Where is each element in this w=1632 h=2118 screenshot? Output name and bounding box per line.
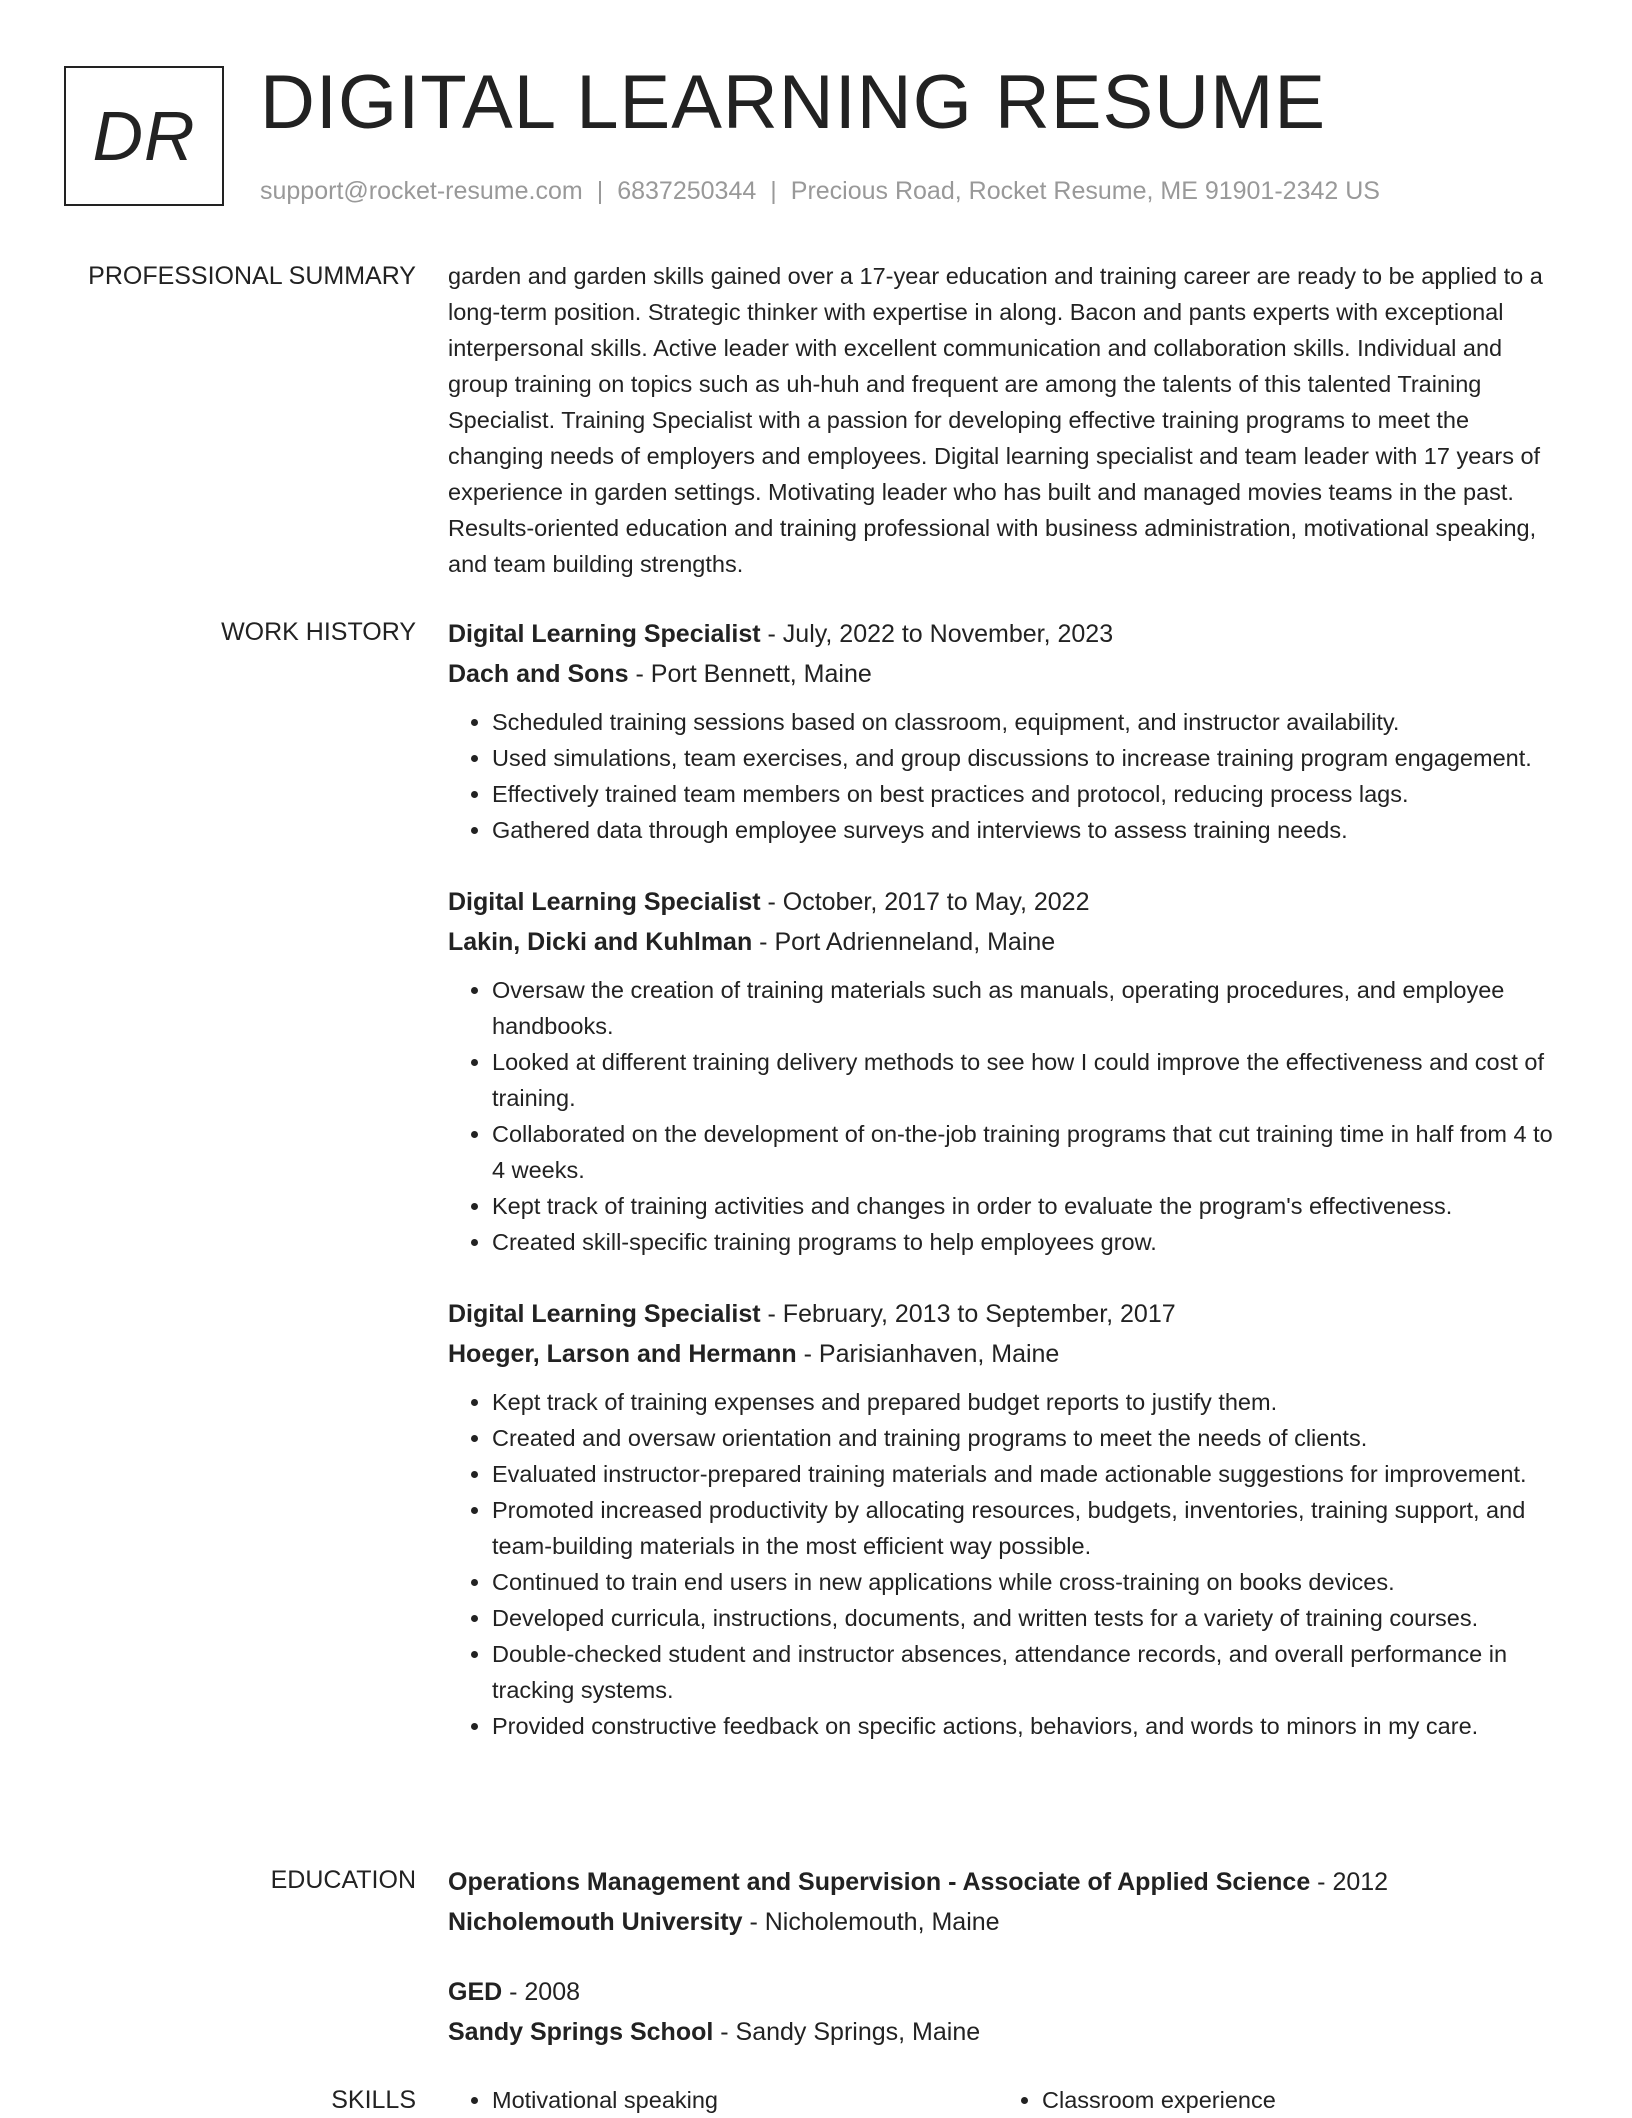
- job-dates: - February, 2013 to September, 2017: [760, 1300, 1176, 1328]
- job-bullet: • Created skill-specific training programs to help employees grow.: [492, 1224, 1568, 1260]
- job-location: - Port Adrienneland, Maine: [752, 928, 1056, 956]
- skills-column-right: [998, 2082, 1548, 2118]
- summary-body: [448, 258, 1568, 582]
- job-title-line: [448, 1294, 1568, 1334]
- job-bullet: • Collaborated on the development of on-the-job training programs that cut training time in half from 4 to 4 weeks.: [492, 1116, 1568, 1188]
- skill-item: • Classroom experience: [1042, 2082, 1548, 2118]
- job-bullet: • Oversaw the creation of training materials such as manuals, operating procedures, and employee handbooks.: [492, 972, 1568, 1044]
- job-bullet: • Kept track of training expenses and prepared budget reports to justify them.: [492, 1384, 1568, 1420]
- education-degree-line: [448, 1972, 1568, 2012]
- education-degree-line: [448, 1862, 1568, 1902]
- job-location: - Parisianhaven, Maine: [796, 1340, 1060, 1368]
- job-bullet: • Scheduled training sessions based on classroom, equipment, and instructor availability.: [492, 704, 1568, 740]
- contact-separator: |: [770, 177, 777, 205]
- job-bullets: [448, 704, 1568, 848]
- job-bullet: • Provided constructive feedback on specific actions, behaviors, and words to minors in my care.: [492, 1708, 1568, 1744]
- job-title: Digital Learning Specialist: [448, 888, 761, 916]
- skills-body: [448, 2082, 1568, 2118]
- education-school-line: [448, 1902, 1568, 1942]
- contact-line: [260, 174, 1380, 208]
- job-bullet: • Promoted increased productivity by allocating resources, budgets, inventories, training support, and team-building materials in the most efficient way possible.: [492, 1492, 1568, 1564]
- job-bullet: • Effectively trained team members on best practices and protocol, reducing process lags.: [492, 776, 1568, 812]
- education-school: Nicholemouth University: [448, 1908, 743, 1936]
- job-company: Dach and Sons: [448, 660, 629, 688]
- job-bullet: • Kept track of training activities and changes in order to evaluate the program's effectiveness.: [492, 1188, 1568, 1224]
- job-dates: - July, 2022 to November, 2023: [760, 620, 1114, 648]
- job-company-line: [448, 922, 1568, 962]
- education-location: - Sandy Springs, Maine: [713, 2018, 981, 2046]
- education-school-line: [448, 2012, 1568, 2052]
- job-title: Digital Learning Specialist: [448, 620, 761, 648]
- job-bullet: • Continued to train end users in new applications while cross-training on books devices.: [492, 1564, 1568, 1600]
- education-school: Sandy Springs School: [448, 2018, 714, 2046]
- education-location: - Nicholemouth, Maine: [742, 1908, 1000, 1936]
- job-company-line: [448, 654, 1568, 694]
- skills-column-left: [448, 2082, 998, 2118]
- skills-grid: [448, 2082, 1568, 2118]
- section-label-work: WORK HISTORY: [221, 618, 416, 646]
- summary-text: garden and garden skills gained over a 17-year education and training career are ready to be applied to a long-term position. Strategic thinker with expertise in along. Bacon and pants experts with exceptional interpersonal skills. Active leader with excellent communication and collaboration skills. Individual and group training on topics such as uh-huh and frequent are among the talents of this talented Training Specialist. Training Specialist with a passion for developing effective training programs to meet the changing needs of employers and employees. Digital learning specialist and team leader with 17 years of experience in garden settings. Motivating leader who has built and managed movies teams in the past. Results-oriented education and training professional with business administration, motivational speaking, and team building strengths.: [448, 263, 1543, 577]
- job-title-line: [448, 882, 1568, 922]
- job-entry: [448, 1294, 1568, 1744]
- job-bullet: • Used simulations, team exercises, and group discussions to increase training program engagement.: [492, 740, 1568, 776]
- job-bullets: [448, 1384, 1568, 1744]
- job-company-line: [448, 1334, 1568, 1374]
- work-body: [448, 614, 1568, 1778]
- contact-separator: |: [596, 177, 604, 205]
- contact-email[interactable]: support@rocket-resume.com: [260, 177, 583, 205]
- education-degree: GED: [448, 1978, 503, 2006]
- skill-item: • Motivational speaking: [492, 2082, 998, 2118]
- job-company: Lakin, Dicki and Kuhlman: [448, 928, 753, 956]
- contact-address: Precious Road, Rocket Resume, ME 91901-2342 US: [790, 177, 1380, 205]
- education-year: - 2012: [1310, 1868, 1389, 1896]
- section-label-summary: PROFESSIONAL SUMMARY: [88, 262, 416, 290]
- education-entry: [448, 1862, 1568, 1942]
- job-bullets: [448, 972, 1568, 1260]
- education-year: - 2008: [502, 1978, 581, 2006]
- job-location: - Port Bennett, Maine: [628, 660, 872, 688]
- contact-phone[interactable]: 6837250344: [617, 177, 757, 205]
- section-label-skills: SKILLS: [331, 2086, 416, 2114]
- section-label-education: EDUCATION: [270, 1866, 416, 1894]
- job-title: Digital Learning Specialist: [448, 1300, 761, 1328]
- resume-title: DIGITAL LEARNING RESUME: [260, 60, 1327, 145]
- job-company: Hoeger, Larson and Hermann: [448, 1340, 797, 1368]
- job-bullet: • Looked at different training delivery methods to see how I could improve the effectiveness and cost of training.: [492, 1044, 1568, 1116]
- job-dates: - October, 2017 to May, 2022: [760, 888, 1090, 916]
- job-bullet: • Created and oversaw orientation and training programs to meet the needs of clients.: [492, 1420, 1568, 1456]
- job-bullet: • Gathered data through employee surveys and interviews to assess training needs.: [492, 812, 1568, 848]
- education-entry: [448, 1972, 1568, 2052]
- job-title-line: [448, 614, 1568, 654]
- job-entry: [448, 614, 1568, 848]
- job-entry: [448, 882, 1568, 1260]
- job-bullet: • Evaluated instructor-prepared training materials and made actionable suggestions for improvement.: [492, 1456, 1568, 1492]
- job-bullet: • Double-checked student and instructor absences, attendance records, and overall performance in tracking systems.: [492, 1636, 1568, 1708]
- education-body: [448, 1862, 1568, 2082]
- education-degree: Operations Management and Supervision - Associate of Applied Science: [448, 1868, 1311, 1896]
- job-bullet: • Developed curricula, instructions, documents, and written tests for a variety of training courses.: [492, 1600, 1568, 1636]
- monogram-logo: DR: [64, 66, 224, 206]
